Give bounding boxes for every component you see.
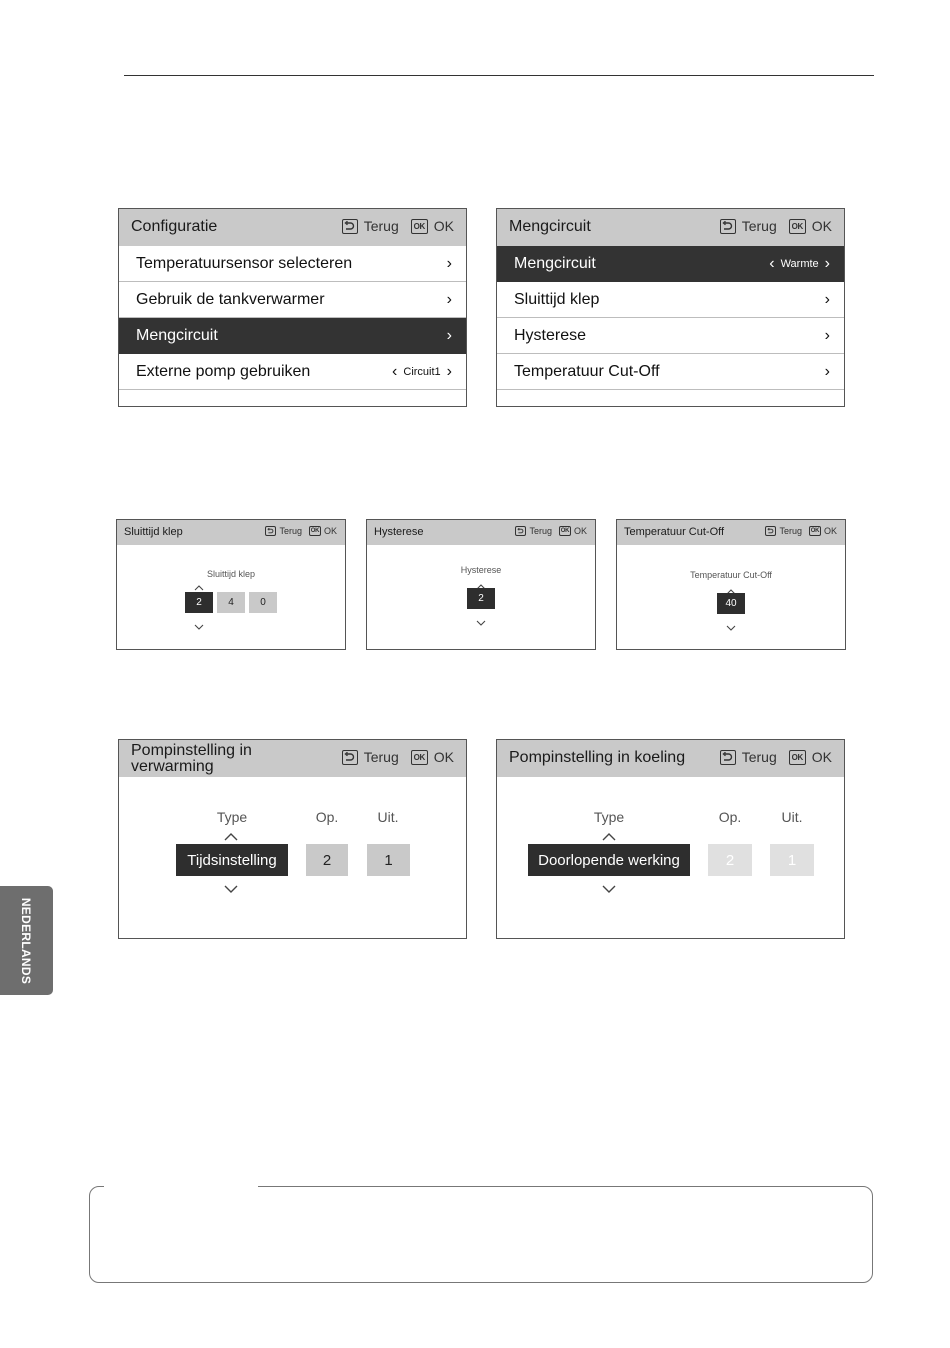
menu-item-cut-off-temperature[interactable]: Temperatuur Cut-Off › [497,354,844,390]
chevron-down-icon[interactable] [194,617,204,635]
menu-item-mixing-circuit[interactable]: Mengcircuit › [119,318,466,354]
chevron-left-icon[interactable]: ‹ [769,254,775,272]
back-label[interactable]: Terug [779,526,802,536]
screen-title-line1: Pompinstelling in [131,742,252,759]
menu-item-mixing-circuit[interactable]: Mengcircuit ‹ Warmte › [497,246,844,282]
type-value-box[interactable]: Doorlopende werking [528,844,690,876]
value-box[interactable]: 40 [717,593,745,614]
ok-icon[interactable]: OK [411,219,428,234]
back-label[interactable]: Terug [529,526,552,536]
back-label[interactable]: Terug [741,218,777,234]
chevron-right-icon: › [824,362,830,380]
chevron-right-icon: › [446,326,452,344]
menu-item-pump-setting [497,390,844,407]
screen-header [367,520,595,545]
menu-item-valve-closing-time[interactable]: Sluittijd klep › [497,282,844,318]
screen-header [119,740,466,777]
chevron-down-icon[interactable] [602,881,616,899]
on-column-label: Op. [315,809,339,825]
field-label: Sluittijd klep [206,569,256,579]
header-nav [765,526,837,536]
screen-header [117,520,345,545]
menu-item-cut-off [119,390,466,407]
screen-title: Hysterese [374,526,424,538]
back-label[interactable]: Terug [741,749,777,765]
ok-label[interactable]: OK [811,749,832,765]
top-rule [124,75,874,76]
ok-icon[interactable]: OK [789,750,806,765]
back-icon[interactable] [765,526,776,536]
screen-title: Mengcircuit [509,218,591,235]
type-column-label: Type [216,809,248,825]
ok-label[interactable]: OK [433,218,454,234]
note-title-gap [104,1184,258,1190]
header-nav [342,218,454,234]
configuratie-screen [118,208,467,407]
on-column-label: Op. [718,809,742,825]
chevron-right-icon[interactable]: › [824,254,830,272]
screen-header [497,209,844,246]
ok-icon[interactable]: OK [789,219,806,234]
screen-header [617,520,845,545]
language-label: NEDERLANDS [19,897,33,985]
ok-icon[interactable]: OK [810,528,820,534]
ok-icon[interactable]: OK [310,528,320,534]
chevron-down-icon[interactable] [476,613,486,631]
digit-box-2[interactable]: 4 [217,592,245,613]
off-value-box: 1 [770,844,814,876]
back-icon[interactable] [720,219,736,234]
screen-title: Configuratie [131,218,218,235]
hysterese-screen [366,519,596,650]
menu-item-temperature-sensor[interactable]: Temperatuursensor selecteren › [119,246,466,282]
off-column-label: Uit. [781,809,803,825]
digit-box-1[interactable]: 2 [185,592,213,613]
back-icon[interactable] [342,219,358,234]
ok-icon[interactable]: OK [560,528,570,534]
back-label[interactable]: Terug [279,526,302,536]
language-side-tab [0,886,53,995]
screen-header [119,209,466,246]
chevron-down-icon[interactable] [726,618,736,636]
ok-label[interactable]: OK [823,526,837,536]
on-value-box[interactable]: 2 [306,844,348,876]
type-value-box[interactable]: Tijdsinstelling [176,844,288,876]
header-nav [720,749,832,765]
chevron-right-icon: › [824,326,830,344]
digit-box-3[interactable]: 0 [249,592,277,613]
back-icon[interactable] [720,750,736,765]
mengcircuit-screen [496,208,845,407]
ok-label[interactable]: OK [323,526,337,536]
ok-label[interactable]: OK [433,749,454,765]
field-label: Hysterese [460,565,502,575]
screen-title: Pompinstelling in koeling [509,749,686,766]
chevron-right-icon: › [446,254,452,272]
screen-title-line2: verwarming [131,758,214,775]
note-box [89,1186,873,1283]
back-label[interactable]: Terug [363,218,399,234]
back-icon[interactable] [342,750,358,765]
header-nav [720,218,832,234]
screen-header [497,740,844,777]
option-selector[interactable]: ‹ Warmte › [769,254,830,272]
chevron-right-icon: › [824,290,830,308]
value-box[interactable]: 2 [467,588,495,609]
field-label: Temperatuur Cut-Off [690,570,772,580]
header-nav [342,749,454,765]
header-nav [515,526,587,536]
option-selector[interactable]: ‹ Circuit1 › [392,362,452,380]
chevron-left-icon[interactable]: ‹ [392,362,398,380]
back-icon[interactable] [265,526,276,536]
temperatuur-cut-off-screen [616,519,846,650]
pump-heating-screen [118,739,467,939]
sluittijd-klep-screen [116,519,346,650]
chevron-down-icon[interactable] [224,881,238,899]
back-label[interactable]: Terug [363,749,399,765]
menu-item-external-pump[interactable]: Externe pomp gebruiken ‹ Circuit1 › [119,354,466,390]
ok-label[interactable]: OK [573,526,587,536]
chevron-right-icon[interactable]: › [446,362,452,380]
menu-item-hysteresis[interactable]: Hysterese › [497,318,844,354]
on-value-box: 2 [708,844,752,876]
ok-label[interactable]: OK [811,218,832,234]
screen-title: Sluittijd klep [124,526,183,538]
pump-cooling-screen [496,739,845,939]
chevron-right-icon: › [446,290,452,308]
ok-icon[interactable]: OK [411,750,428,765]
screen-title: Temperatuur Cut-Off [624,526,725,538]
off-value-box[interactable]: 1 [367,844,410,876]
off-column-label: Uit. [377,809,399,825]
back-icon[interactable] [515,526,526,536]
type-column-label: Type [593,809,625,825]
header-nav [265,526,337,536]
menu-item-tank-heater[interactable]: Gebruik de tankverwarmer › [119,282,466,318]
